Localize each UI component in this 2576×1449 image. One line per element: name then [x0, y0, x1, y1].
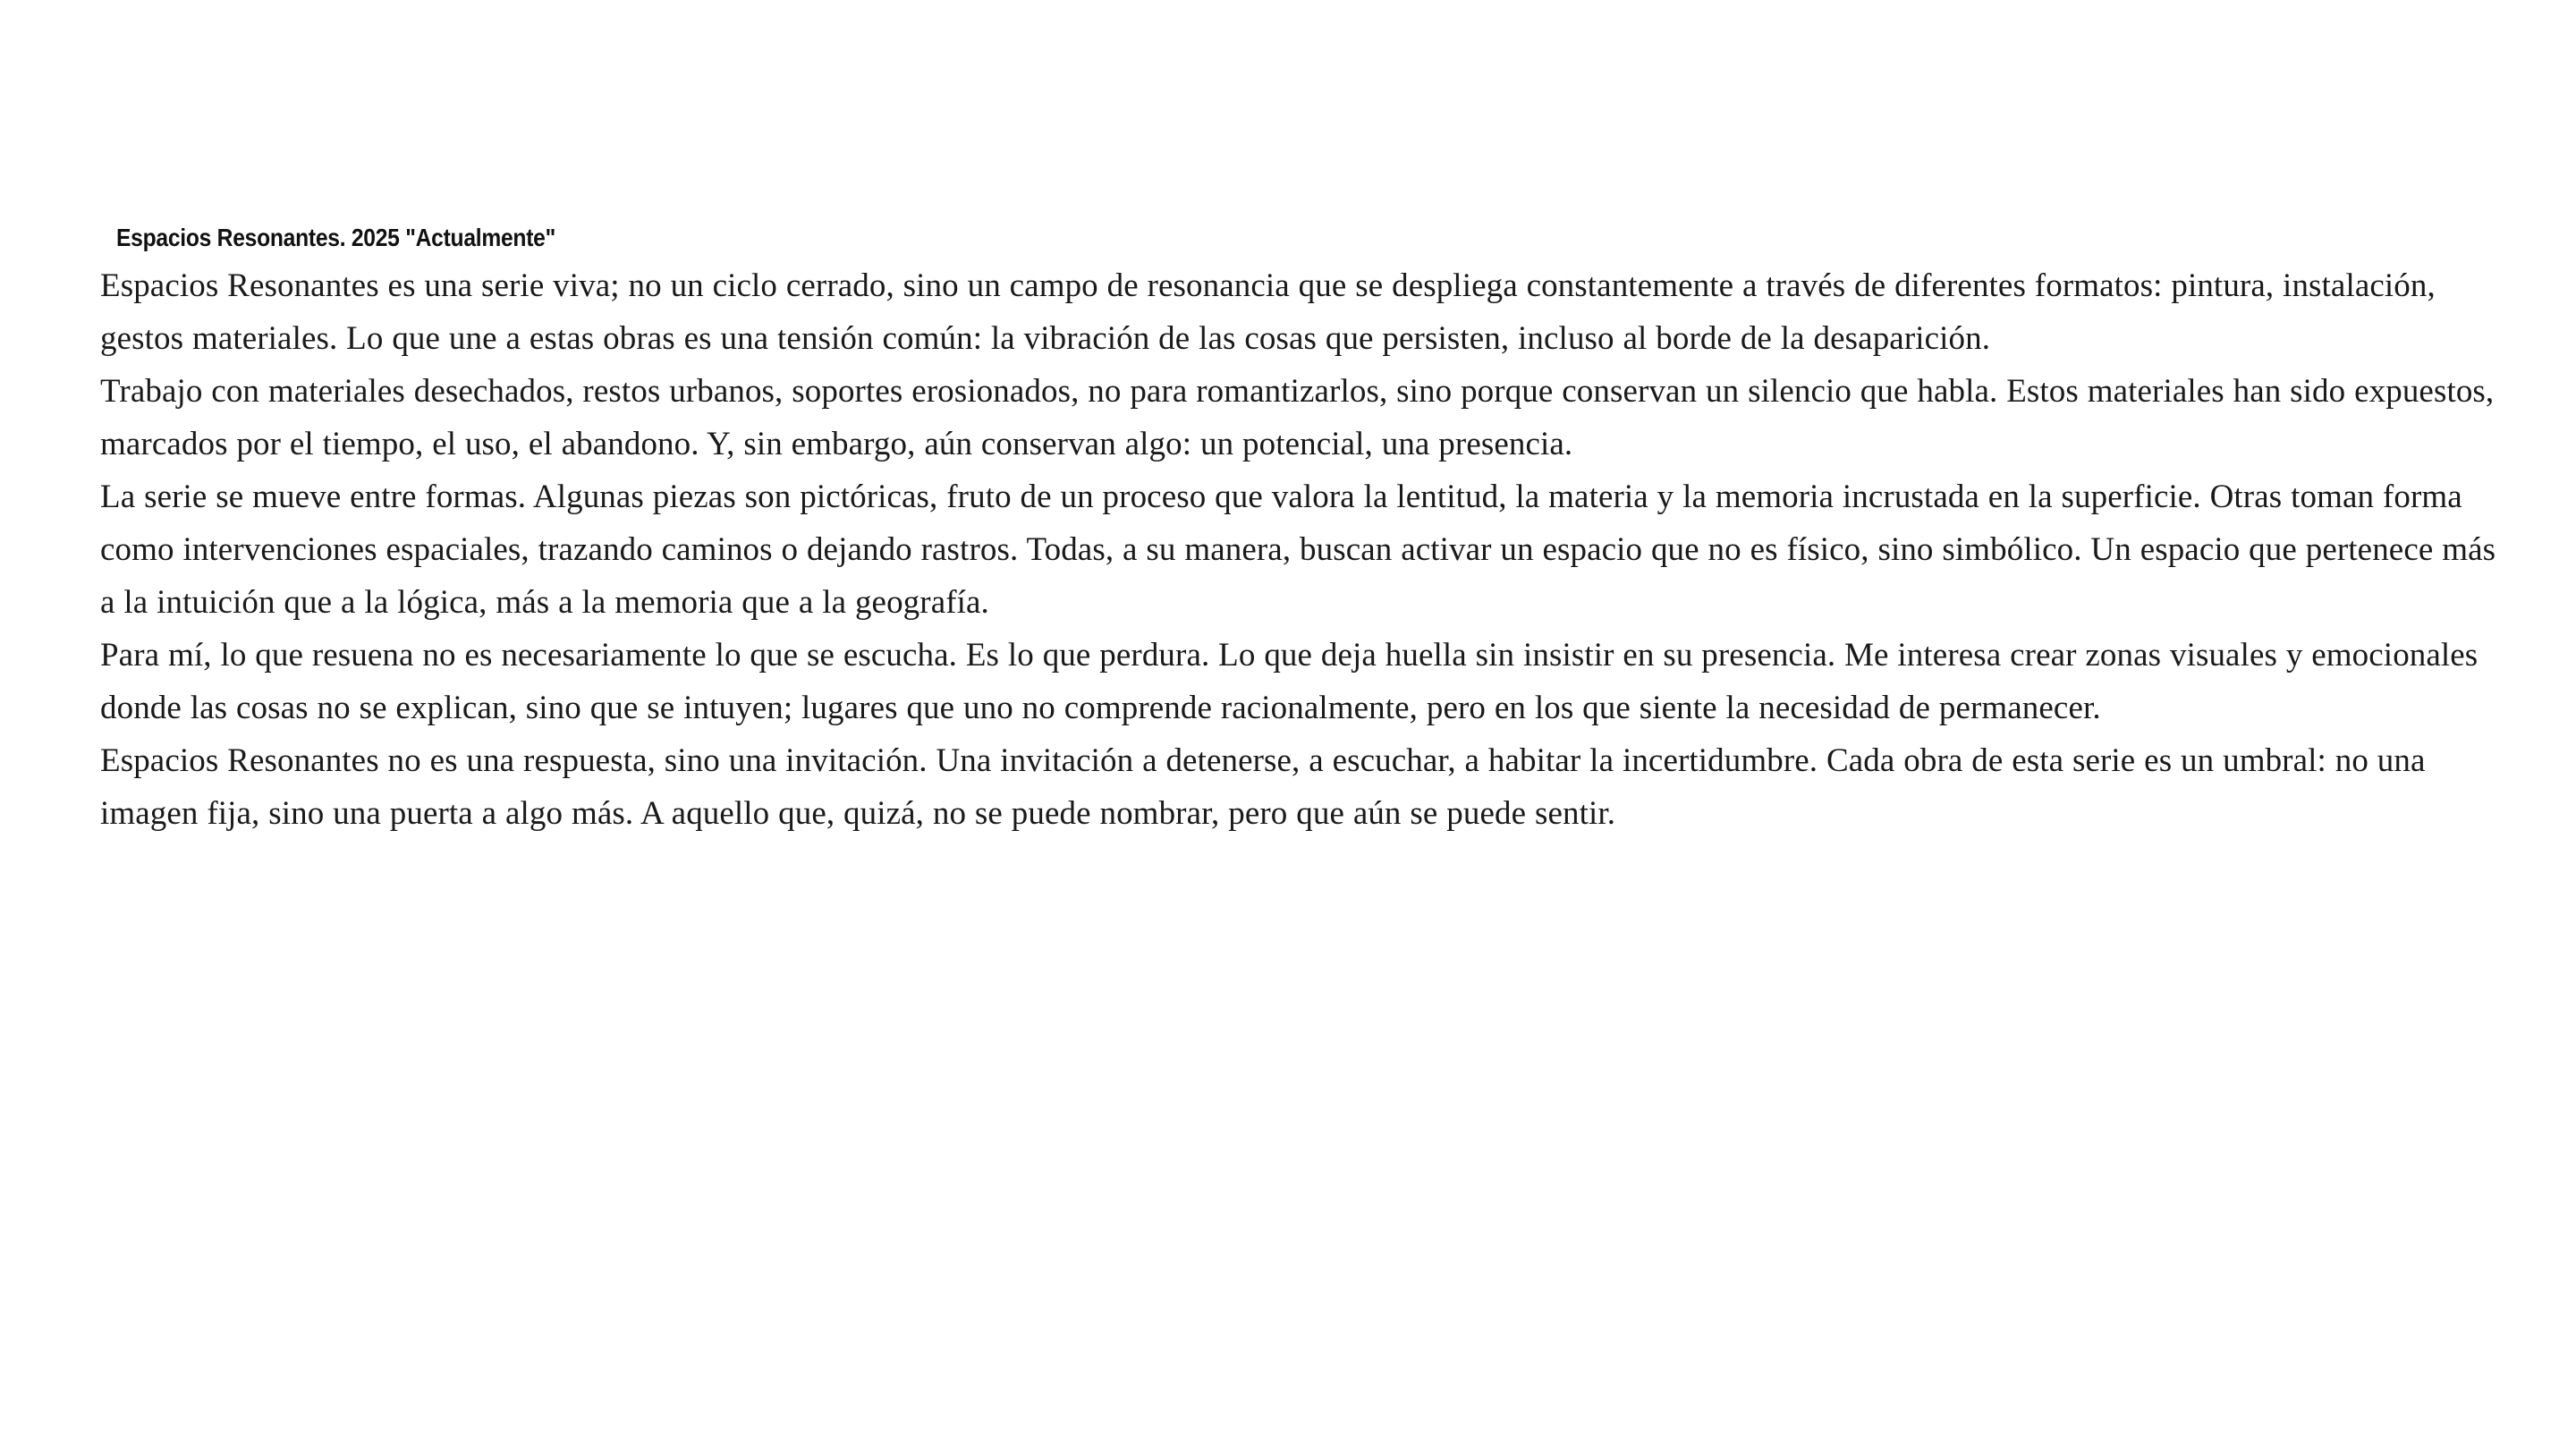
- paragraph-3: La serie se mueve entre formas. Algunas piezas son pictóricas, fruto de un proceso que valora la lentitud, la materia y la memoria incrustada en la superficie. Otras toman forma como intervenciones espaciales, trazando caminos o dejando rastros. Todas, a su manera, buscan activar un espacio que no es físico, sino simbólico. Un espacio que pertenece más a la intuición que a la lógica, más a la memoria que a la geografía.: [100, 479, 2496, 621]
- document-text-block: [100, 222, 2506, 840]
- paragraph-2: Trabajo con materiales desechados, restos urbanos, soportes erosionados, no para romantizarlos, sino porque conservan un silencio que habla. Estos materiales han sido expuestos, marcados por el tiempo, el uso, el abandono. Y, sin embargo, aún conservan algo: un potencial, una presencia.: [100, 373, 2495, 462]
- paragraph-1: Espacios Resonantes es una serie viva; no un ciclo cerrado, sino un campo de resonancia que se despliega constantemente a través de diferentes formatos: pintura, instalación, gestos materiales. Lo que une a estas obras es una tensión común: la vibración de las cosas que persisten, incluso al borde de la desaparición.: [100, 267, 2436, 357]
- paragraph-5: Espacios Resonantes no es una respuesta, sino una invitación. Una invitación a detenerse, a escuchar, a habitar la incertidumbre. Cada obra de esta serie es un umbral: no una imagen fija, sino una puerta a algo más. A aquello que, quizá, no se puede nombrar, pero que aún se puede sentir.: [100, 742, 2426, 832]
- paragraph-4: Para mí, lo que resuena no es necesariamente lo que se escucha. Es lo que perdura. Lo que deja huella sin insistir en su presencia. Me interesa crear zonas visuales y emocionales donde las cosas no se explican, sino que se intuyen; lugares que uno no comprende racionalmente, pero en los que siente la necesidad de permanecer.: [100, 637, 2479, 726]
- page-title: Espacios Resonantes. 2025 "Actualmente": [116, 224, 556, 251]
